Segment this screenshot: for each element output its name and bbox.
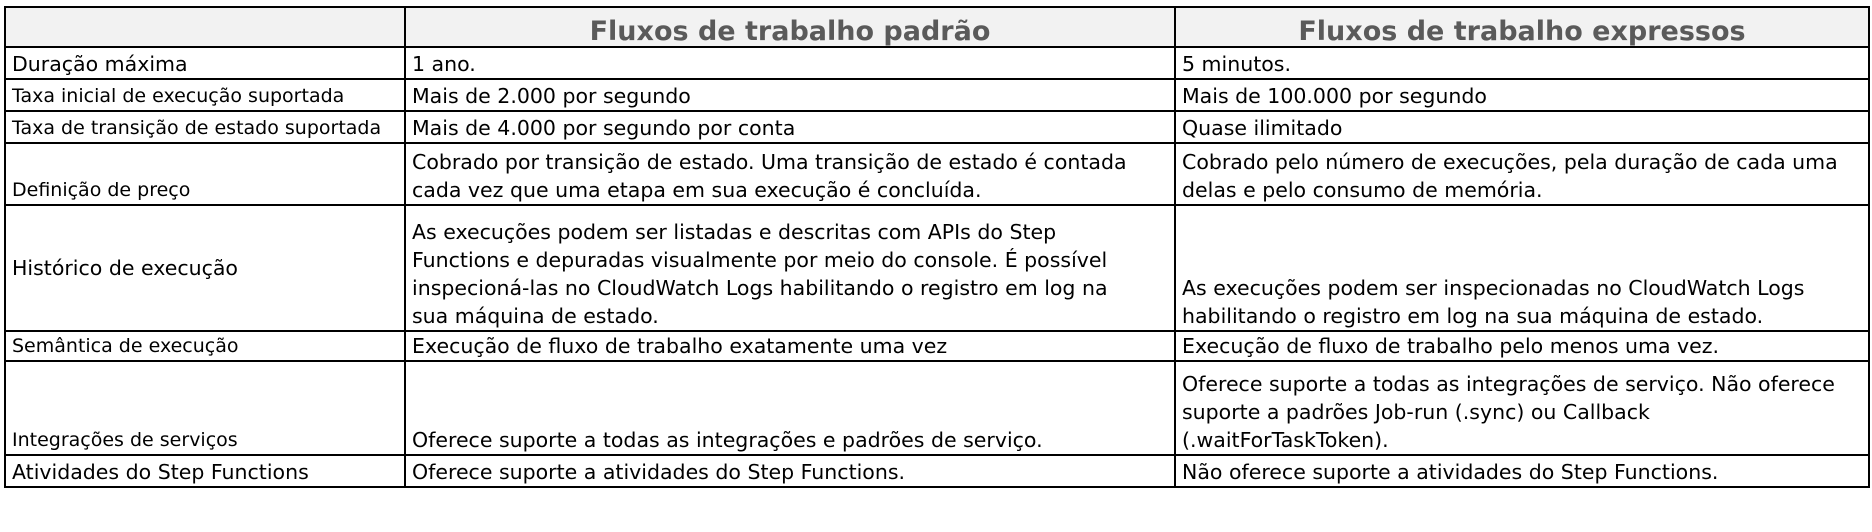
standard-cell: As execuções podem ser listadas e descritas com APIs do Step Functions e depuradas visualmente por meio do console. É possível inspecioná-las no CloudWatch Logs habilitando o registro em log na sua máquina de estado.: [405, 205, 1175, 331]
header-corner-cell: [5, 7, 405, 47]
express-cell: 5 minutos.: [1175, 47, 1869, 79]
row-label: Definição de preço: [5, 143, 405, 205]
express-cell: Não oferece suporte a atividades do Step Functions.: [1175, 455, 1869, 487]
table-row: [5, 455, 1869, 487]
row-label: Taxa inicial de execução suportada: [5, 79, 405, 111]
table-row: [5, 205, 1869, 331]
express-cell: Oferece suporte a todas as integrações de serviço. Não oferece suporte a padrões Job-run (.sync) ou Callback (.waitForTaskToken).: [1175, 361, 1869, 455]
comparison-table: [4, 6, 1870, 488]
express-cell: As execuções podem ser inspecionadas no CloudWatch Logs habilitando o registro em log na sua máquina de estado.: [1175, 205, 1869, 331]
table-row: [5, 79, 1869, 111]
row-label: Duração máxima: [5, 47, 405, 79]
table-row: [5, 331, 1869, 361]
express-cell: Execução de fluxo de trabalho pelo menos uma vez.: [1175, 331, 1869, 361]
row-label: Atividades do Step Functions: [5, 455, 405, 487]
header-express-workflows: Fluxos de trabalho expressos: [1175, 7, 1869, 47]
standard-cell: Execução de fluxo de trabalho exatamente uma vez: [405, 331, 1175, 361]
row-label: Histórico de execução: [5, 205, 405, 331]
standard-cell: Mais de 2.000 por segundo: [405, 79, 1175, 111]
table-row: [5, 143, 1869, 205]
header-standard-workflows: Fluxos de trabalho padrão: [405, 7, 1175, 47]
express-cell: Quase ilimitado: [1175, 111, 1869, 143]
table-row: [5, 111, 1869, 143]
table-header-row: [5, 7, 1869, 47]
standard-cell: Oferece suporte a atividades do Step Functions.: [405, 455, 1175, 487]
table-row: [5, 361, 1869, 455]
standard-cell: 1 ano.: [405, 47, 1175, 79]
table-row: [5, 47, 1869, 79]
standard-cell: Oferece suporte a todas as integrações e padrões de serviço.: [405, 361, 1175, 455]
standard-cell: Cobrado por transição de estado. Uma transição de estado é contada cada vez que uma etapa em sua execução é concluída.: [405, 143, 1175, 205]
row-label: Taxa de transição de estado suportada: [5, 111, 405, 143]
row-label: Integrações de serviços: [5, 361, 405, 455]
row-label: Semântica de execução: [5, 331, 405, 361]
standard-cell: Mais de 4.000 por segundo por conta: [405, 111, 1175, 143]
express-cell: Cobrado pelo número de execuções, pela duração de cada uma delas e pelo consumo de memória.: [1175, 143, 1869, 205]
express-cell: Mais de 100.000 por segundo: [1175, 79, 1869, 111]
